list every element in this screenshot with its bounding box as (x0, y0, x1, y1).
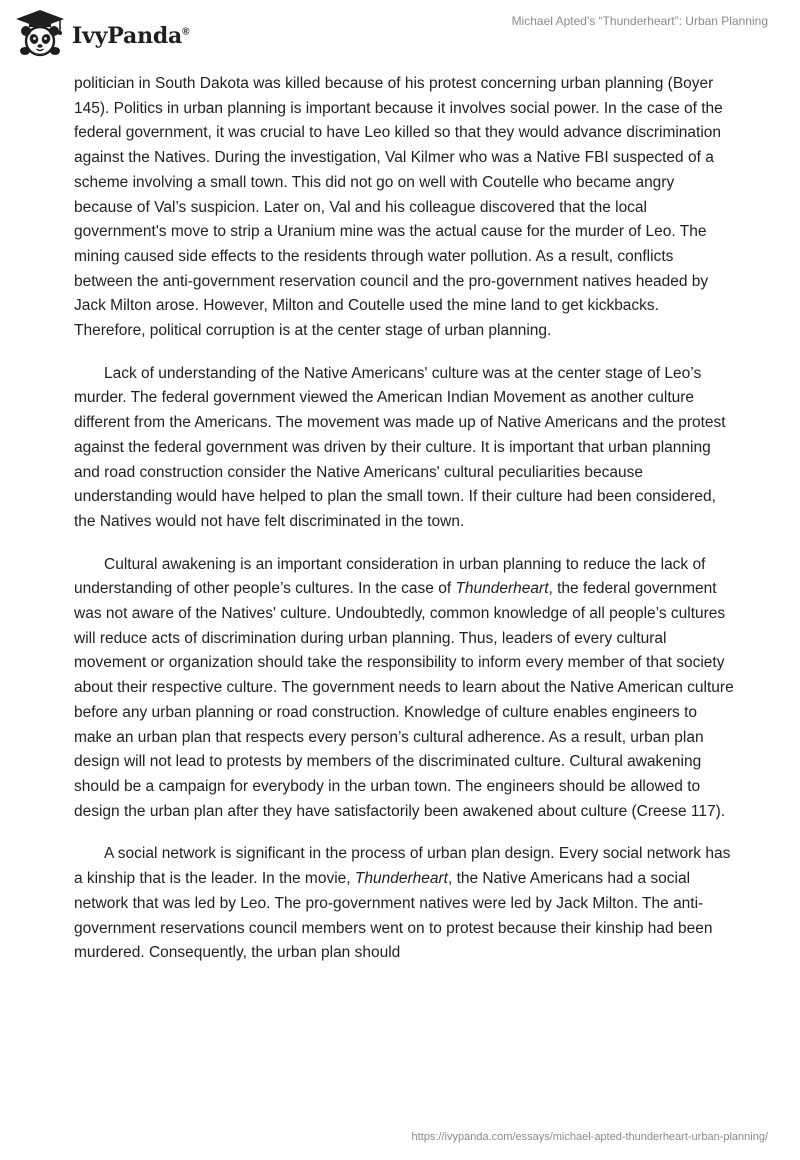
essay-body (74, 72, 734, 984)
paragraph-4: A social network is significant in the process of urban plan design. Every social network has a kinship that is the leader. In the movie, Thunderheart, the Native Americans had a social network that was led by Leo. The pro-government natives were led by Jack Milton. The anti-government reservations council members went on to protest because their kinship had been murdered. Consequently, the urban plan should (74, 845, 731, 962)
document-title: Michael Apted's “Thunderheart”: Urban Planning (511, 14, 768, 28)
ivypanda-logo[interactable] (14, 8, 189, 58)
paragraph-1: politician in South Dakota was killed because of his protest concerning urban planning (Boyer 145). Politics in urban planning is important because it involves social power. In the case of the federal government, it was crucial to have Leo killed so that they would advance discrimination against the Natives. During the investigation, Val Kilmer who was a Native FBI suspected of a scheme involving a small town. This did not go on well with Coutelle who became angry because of Val’s suspicion. Later on, Val and his colleague discovered that the local government's move to strip a Uranium mine was the actual cause for the murder of Leo. The mining caused side effects to the residents through water pollution. As a result, conflicts between the anti-government reservation council and the pro-government natives headed by Jack Milton arose. However, Milton and Coutelle used the mine land to get kickbacks. Therefore, political corruption is at the center stage of urban planning. (74, 75, 723, 340)
panda-graduate-icon (14, 8, 66, 58)
paragraph-2: Lack of understanding of the Native Americans' culture was at the center stage of Leo’s murder. The federal government viewed the American Indian Movement as another culture different from the Americans. The movement was made up of Native Americans and the protest against the federal government was driven by their culture. It is important that urban planning and road construction consider the Native Americans' cultural peculiarities because understanding would have helped to plan the small town. If their culture had been considered, the Natives would not have felt discriminated in the town. (74, 364, 726, 530)
source-url[interactable]: https://ivypanda.com/essays/michael-apted-thunderheart-urban-planning/ (411, 1131, 768, 1143)
logo-wordmark: IvyPanda® (72, 23, 190, 49)
page-header (0, 0, 800, 62)
registered-mark: ® (182, 26, 190, 38)
movie-title-italic: Thunderheart (455, 580, 549, 598)
movie-title-italic: Thunderheart (354, 870, 448, 888)
paragraph-3: Cultural awakening is an important consideration in urban planning to reduce the lack of understanding of other people’s cultures. In the case of Thunderheart, the federal government was not aware of the Natives' culture. Undoubtedly, common knowledge of all people’s cultures will reduce acts of discrimination during urban planning. Thus, leaders of every cultural movement or organization should take the responsibility to inform every member of that society about their respective culture. The government needs to learn about the Native American culture before any urban planning or road construction. Knowledge of culture enables engineers to make an urban plan that respects every person’s cultural adherence. As a result, urban plan design will not lead to protests by members of the discriminated culture. Cultural awakening should be a campaign for everybody in the urban town. The engineers should be allowed to design the urban plan after they have satisfactorily been awakened about culture (Creese 117). (74, 555, 734, 820)
